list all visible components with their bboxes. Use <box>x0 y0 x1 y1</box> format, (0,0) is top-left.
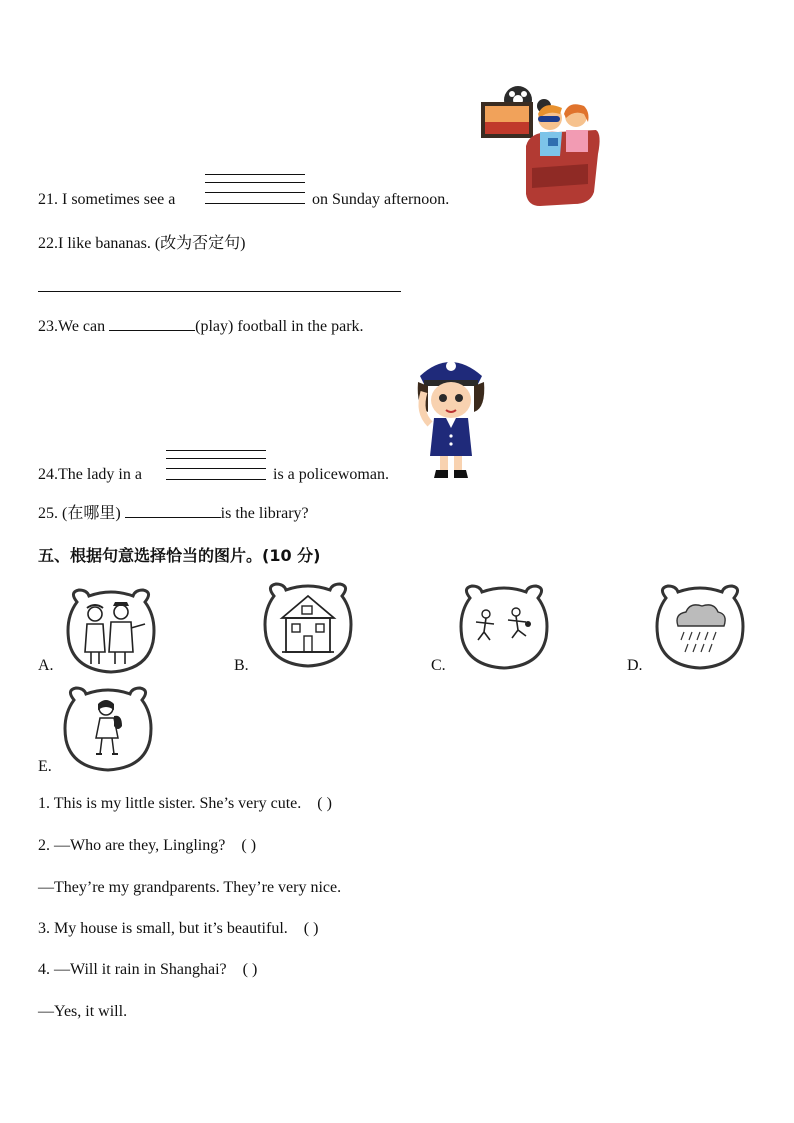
option-e-label: E. <box>38 758 52 775</box>
match-question-1-text: 1. This is my little sister. She’s very cute. <box>38 795 302 812</box>
rain-cloud-icon <box>652 584 748 670</box>
match-question-2-answer: —They’re my grandparents. They’re very nice. <box>38 879 342 896</box>
children-playing-icon <box>456 584 552 670</box>
question-24-suffix: is a policewoman. <box>273 466 389 483</box>
grandparents-icon <box>63 588 159 674</box>
answer-paren-3[interactable]: ( ) <box>303 920 319 937</box>
watching-film-illustration <box>478 84 608 208</box>
match-question-1 <box>38 794 332 814</box>
policewoman-illustration <box>412 352 488 482</box>
house-icon <box>260 582 356 668</box>
answer-blank-23[interactable] <box>109 316 195 331</box>
question-25-suffix: is the library? <box>220 505 309 522</box>
question-22: 22.I like bananas. (改为否定句) <box>38 235 246 252</box>
answer-paren-1[interactable]: ( ) <box>317 795 332 812</box>
question-23-suffix: (play) football in the park. <box>195 318 364 335</box>
answer-paren-4[interactable]: ( ) <box>242 961 258 978</box>
match-question-4-answer: —Yes, it will. <box>38 1003 128 1020</box>
question-21-number: 21 <box>38 191 54 208</box>
option-b-label: B. <box>234 657 249 674</box>
match-question-2 <box>38 836 256 856</box>
question-23 <box>38 316 364 337</box>
match-question-4 <box>38 960 257 980</box>
girl-icon <box>60 686 156 772</box>
question-25 <box>38 503 309 524</box>
option-c-label: C. <box>431 657 446 674</box>
question-21-prefix: . I sometimes see a <box>54 191 176 208</box>
question-24-prefix: 24.The lady in a <box>38 466 142 483</box>
match-question-3 <box>38 919 318 939</box>
match-question-2-text: 2. —Who are they, Lingling? <box>38 837 226 854</box>
option-d-label: D. <box>627 657 643 674</box>
answer-blank-24[interactable] <box>166 450 266 482</box>
answer-paren-2[interactable]: ( ) <box>241 837 257 854</box>
answer-line-22[interactable] <box>38 291 401 292</box>
option-a-label: A. <box>38 657 54 674</box>
match-question-3-text: 3. My house is small, but it’s beautiful. <box>38 920 288 937</box>
answer-blank-25[interactable] <box>125 503 221 518</box>
section-five-title: 五、根据句意选择恰当的图片。(10 分) <box>38 546 321 565</box>
question-21 <box>38 190 175 210</box>
question-23-prefix: 23.We can <box>38 318 106 335</box>
question-25-prefix: 25. (在哪里) <box>38 505 121 522</box>
question-21-suffix: on Sunday afternoon. <box>312 191 450 208</box>
match-question-4-text: 4. —Will it rain in Shanghai? <box>38 961 227 978</box>
answer-blank-21[interactable] <box>205 174 305 206</box>
